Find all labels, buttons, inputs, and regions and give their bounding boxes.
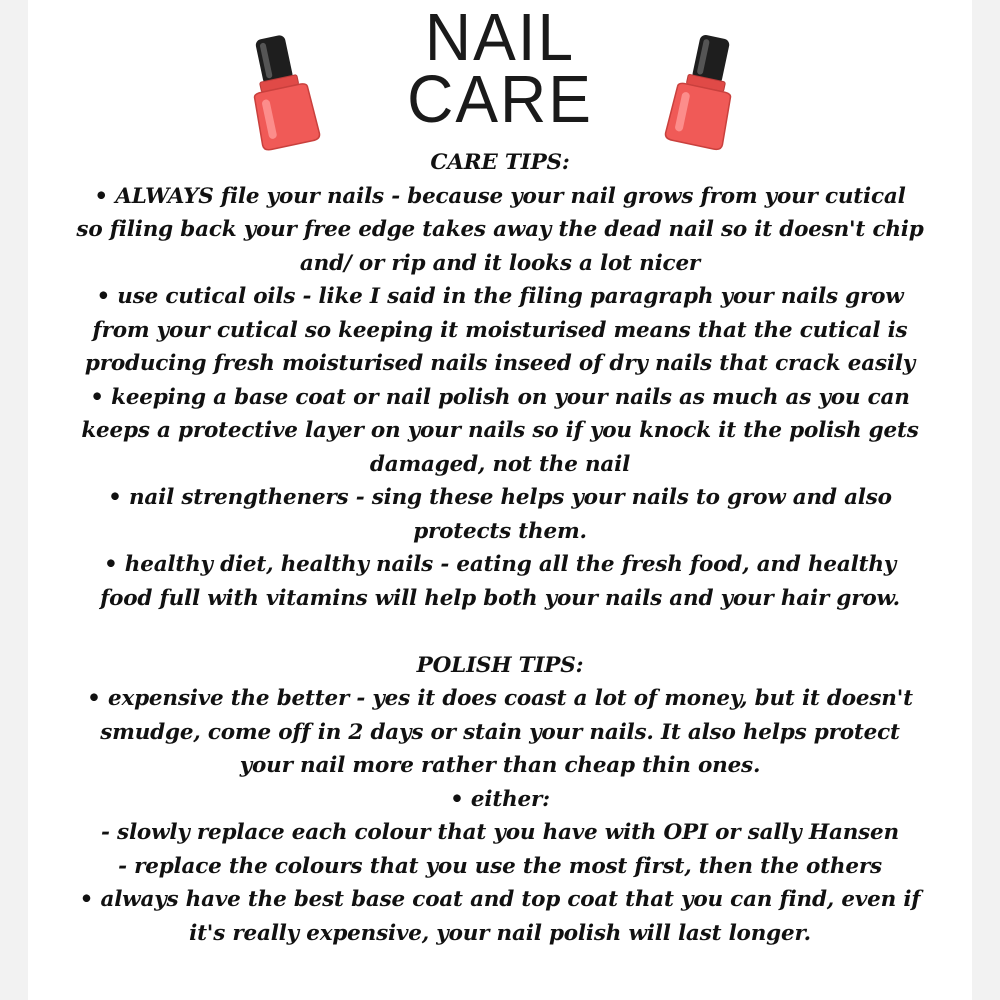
care-tip-file: • ALWAYS file your nails - because your nail grows from your cutical so filing back your free edge takes away the dead nail so it doesn't chip and/ or rip and it looks a lot nicer	[76, 183, 924, 276]
title-line-2: CARE	[407, 61, 593, 137]
care-tip-base-coat: • keeping a base coat or nail polish on your nails as much as you can keeps a protective layer on your nails so if you knock it the polish gets damaged, not the nail	[81, 384, 919, 477]
polish-tips-heading: POLISH TIPS:	[416, 652, 584, 678]
polish-tip-base-top-coat: • always have the best base coat and top coat that you can find, even if it's really expensive, your nail polish will last longer.	[79, 887, 921, 946]
polish-tip-replace-opi: - slowly replace each colour that you have with OPI or sally Hansen	[101, 820, 899, 845]
section-spacer	[60, 615, 940, 649]
care-tips-heading: CARE TIPS:	[430, 150, 570, 175]
polish-tip-expensive: • expensive the better - yes it does coast a lot of money, but it doesn't smudge, come off in 2 days or stain your nails. It also helps protect your nail more rather than cheap thin ones.	[87, 686, 913, 778]
nail-polish-bottle-icon	[655, 32, 755, 152]
title-line-1: NAIL	[424, 0, 576, 75]
care-tip-strengtheners: • nail strengtheners - sing these helps your nails to grow and also protects them.	[108, 485, 892, 544]
nail-polish-bottle-icon	[232, 32, 332, 152]
page-title	[350, 0, 650, 137]
polish-tip-either: • either:	[450, 786, 550, 812]
polish-tip-replace-most-used: - replace the colours that you use the most first, then the others	[118, 853, 882, 879]
care-tip-diet: • healthy diet, healthy nails - eating all the fresh food, and healthy food full with vitamins will help both your nails and your hair grow.	[100, 552, 900, 611]
care-tip-oils: • use cutical oils - like I said in the filing paragraph your nails grow from your cutical so keeping it moisturised means that the cutical is producing fresh moisturised nails inseed of dry nails that crack easily	[84, 284, 916, 376]
tips-content	[60, 146, 940, 950]
